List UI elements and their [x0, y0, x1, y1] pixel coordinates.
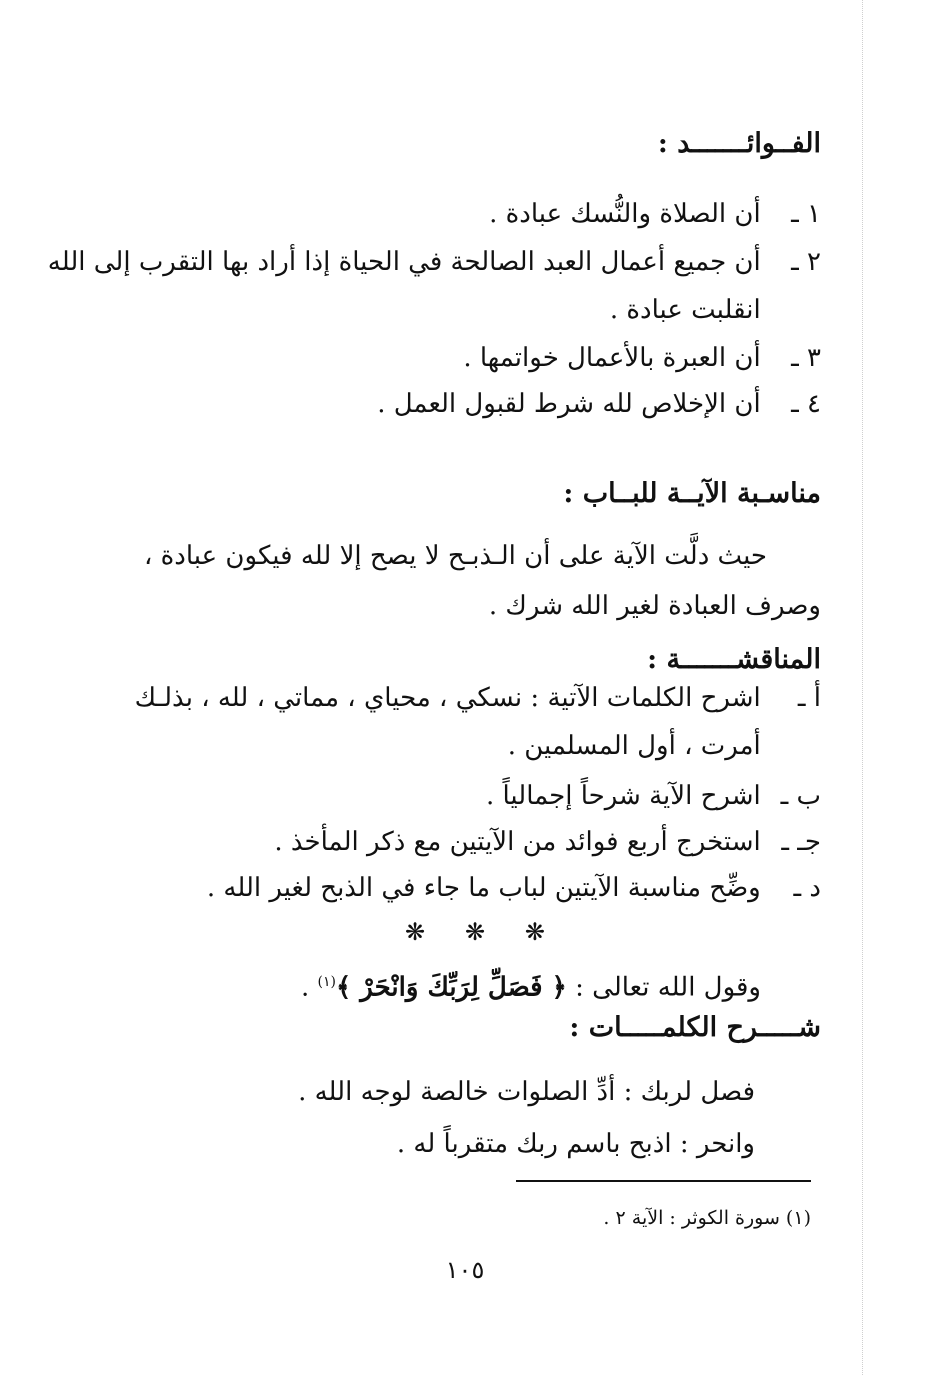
benefit-item [463, 338, 821, 378]
benefit-item [377, 384, 821, 424]
discussion-text: اشرح الآية شرحاً إجمالياً . [485, 781, 761, 811]
discussion-letter: ب ـ [780, 781, 821, 811]
benefit-item [48, 242, 821, 282]
discussion-item [135, 678, 821, 718]
discussion-text: استخرج أربع فوائد من الآيتين مع ذكر المأخذ . [274, 827, 761, 857]
discussion-heading: المناقشـــــــة : [647, 644, 821, 675]
page-number: ١٠٥ [445, 1256, 485, 1284]
discussion-item-continuation [508, 726, 821, 766]
footnote-divider [516, 1180, 811, 1182]
benefit-text: انقلبت عبادة . [609, 295, 761, 325]
footnote-marker: (١) [317, 974, 336, 990]
footnote-text: (١) سورة الكوثر : الآية ٢ . [603, 1207, 811, 1229]
benefit-number: ١ ـ [791, 199, 821, 229]
verse-intro: وقول الله تعالى : [575, 972, 761, 1003]
discussion-letter: أ ـ [797, 683, 821, 713]
benefit-item [489, 194, 821, 234]
benefit-number: ٣ ـ [791, 343, 821, 373]
benefit-number: ٤ ـ [791, 389, 821, 419]
benefits-heading: الفــوائـــــــد : [657, 128, 821, 159]
star-ornament: ❋ [464, 918, 486, 946]
quran-verse: ﴿ فَصَلِّ لِرَبِّكَ وَانْحَرْ ﴾ [335, 972, 567, 1003]
discussion-text: اشرح الكلمات الآتية : نسكي ، محياي ، مماتي ، لله ، بذلـك [134, 683, 761, 713]
benefit-number: ٢ ـ [791, 247, 821, 277]
discussion-letter: جـ ـ [781, 827, 821, 857]
benefit-text: أن الصلاة والنُّسك عبادة . [489, 199, 761, 229]
benefit-text: أن العبرة بالأعمال خواتمها . [463, 343, 761, 373]
discussion-letter: د ـ [793, 873, 821, 903]
benefit-item-continuation [610, 290, 821, 330]
discussion-item [274, 822, 821, 862]
verse-line [301, 962, 761, 1008]
star-ornament: ❋ [524, 918, 545, 946]
discussion-text: وضِّح مناسبة الآيتين لباب ما جاء في الذبح لغير الله . [206, 873, 761, 903]
relevance-heading: مناسـبة الآيــة للبــاب : [563, 478, 821, 509]
benefit-text: أن جميع أعمال العبد الصالحة في الحياة إذا أراد بها التقرب إلى الله [47, 247, 761, 277]
page-edge-mark [862, 0, 863, 1375]
discussion-item [207, 868, 821, 908]
word-explanation: وانحر : اذبح باسم ربك متقرباً له . [396, 1129, 755, 1159]
word-explanation: فصل لربك : أدِّ الصلوات خالصة لوجه الله . [298, 1077, 755, 1107]
relevance-paragraph-line: وصرف العبادة لغير الله شرك . [488, 591, 821, 621]
verse-end: . [300, 972, 310, 1003]
star-ornament: ❋ [405, 918, 426, 946]
relevance-paragraph-line: حيث دلَّت الآية على أن الـذبـح لا يصح إلا لله فيكون عبادة ، [144, 541, 767, 571]
benefit-text: أن الإخلاص لله شرط لقبول العمل . [377, 389, 761, 419]
discussion-text: أمرت ، أول المسلمين . [507, 731, 761, 761]
section-separator [405, 918, 545, 946]
words-heading: شـــــرح الكلمـــــات : [569, 1012, 821, 1043]
discussion-item [486, 776, 821, 816]
